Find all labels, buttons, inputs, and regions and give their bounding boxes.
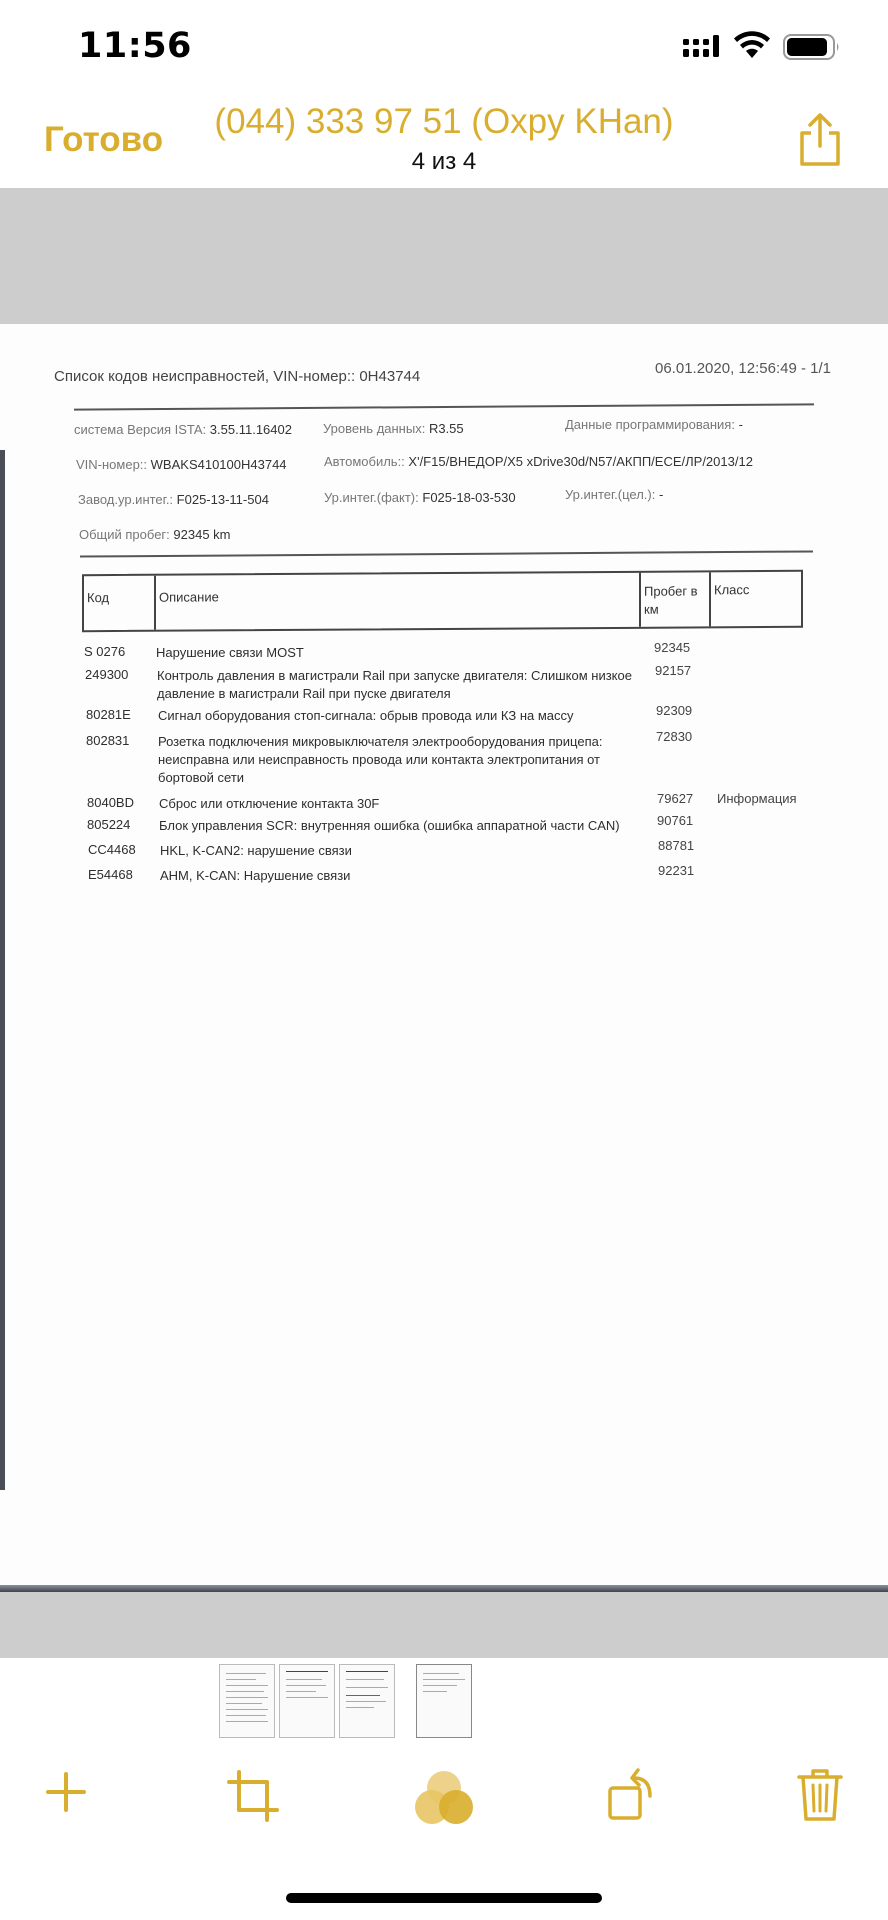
- fault-mileage: 79627: [657, 791, 694, 806]
- info-vin: [76, 457, 287, 472]
- info-mileage: [79, 527, 231, 542]
- fault-code: 8040BD: [87, 795, 134, 810]
- fault-class: Информация: [717, 791, 797, 806]
- fault-description: HKL, K-CAN2: нарушение связи: [160, 843, 352, 858]
- page-indicator: 4 из 4: [411, 148, 477, 175]
- share-icon[interactable]: [796, 112, 844, 168]
- table-header: [82, 570, 803, 632]
- info-programming: [565, 417, 743, 432]
- thumbnail-strip: [0, 1658, 888, 1748]
- info-label: Общий пробег:: [79, 527, 170, 542]
- done-button[interactable]: Готово: [44, 120, 164, 159]
- fault-code: S 0276: [84, 644, 126, 659]
- navigation-bar: [0, 90, 888, 189]
- info-actual: [324, 490, 516, 505]
- report-title: Список кодов неисправностей, VIN-номер:: 0H43744: [54, 368, 421, 385]
- info-value: -: [738, 417, 743, 432]
- fault-code: CC4468: [88, 842, 136, 857]
- info-data-level: [323, 421, 464, 436]
- fault-mileage: 92345: [654, 640, 691, 655]
- info-value: R3.55: [428, 421, 464, 436]
- info-label: Данные программирования:: [565, 417, 735, 432]
- page-thumbnail[interactable]: [339, 1664, 395, 1738]
- status-bar: [0, 0, 888, 90]
- info-value: -: [658, 487, 664, 502]
- home-indicator[interactable]: [286, 1893, 602, 1903]
- filter-icon[interactable]: [412, 1768, 476, 1828]
- fault-mileage: 92157: [655, 663, 692, 678]
- fault-code: 249300: [85, 667, 129, 682]
- fault-mileage: 88781: [658, 838, 695, 853]
- info-value: X'/F15/ВНЕДОР/X5 xDrive30d/N57/АКПП/ЕСЕ/ЛР/2013/12: [408, 454, 753, 469]
- info-value: 92345 km: [173, 527, 231, 542]
- fault-code: 802831: [86, 733, 130, 748]
- info-ista: [74, 422, 292, 437]
- page-thumbnail[interactable]: [279, 1664, 335, 1738]
- info-value: WBAKS410100H43744: [150, 457, 287, 472]
- status-time: 11:56: [78, 26, 192, 66]
- fault-description: Сброс или отключение контакта 30F: [159, 796, 380, 811]
- fault-mileage: 92309: [656, 703, 693, 718]
- info-factory: [78, 492, 269, 507]
- fault-code: E54468: [88, 867, 133, 882]
- bottom-toolbar: [0, 1748, 888, 1880]
- info-label: Уровень данных:: [323, 421, 426, 436]
- page-thumbnail-selected[interactable]: [416, 1664, 472, 1738]
- plus-icon[interactable]: [44, 1770, 88, 1814]
- wifi-icon: [734, 31, 770, 59]
- info-label: Завод.ур.интег.:: [78, 492, 174, 507]
- fault-description: Нарушение связи MOST: [156, 645, 304, 660]
- page-thumbnail[interactable]: [219, 1664, 275, 1738]
- divider: [74, 403, 814, 410]
- info-label: система Версия ISTA:: [74, 422, 207, 437]
- column-header-mileage: Пробег в км: [641, 572, 711, 626]
- info-label: Ур.интег.(цел.):: [565, 487, 656, 502]
- fault-description: Контроль давления в магистрали Rail при запуске двигателя: Слишком низкое давление в магистрали Rail при пуске двигателя: [157, 668, 632, 701]
- info-car: [324, 454, 753, 469]
- page-edge-bottom: [0, 1585, 888, 1592]
- info-label: Ур.интег.(факт):: [324, 490, 419, 505]
- fault-code: 80281E: [86, 707, 131, 722]
- column-header-code: Код: [84, 576, 156, 630]
- battery-icon: [783, 33, 841, 61]
- info-label: Автомобиль::: [324, 454, 405, 469]
- info-label: VIN-номер::: [76, 457, 148, 472]
- cellular-signal-icon: [683, 35, 723, 57]
- rotate-icon[interactable]: [606, 1766, 658, 1822]
- fault-mileage: 90761: [657, 813, 694, 828]
- info-value: 3.55.11.16402: [209, 422, 292, 437]
- trash-icon[interactable]: [797, 1768, 843, 1822]
- preview-background-bottom: [0, 1592, 888, 1658]
- document-content: [0, 324, 888, 1584]
- fault-description: Сигнал оборудования стоп-сигнала: обрыв провода или КЗ на массу: [158, 708, 574, 723]
- fault-description: Розетка подключения микровыключателя электрооборудования прицепа: неисправна или неисправность провода или контакта электропитания от бортовой сети: [158, 734, 603, 785]
- fault-mileage: 72830: [656, 729, 693, 744]
- report-datetime: 06.01.2020, 12:56:49 - 1/1: [655, 360, 831, 377]
- info-value: F025-13-11-504: [176, 492, 269, 507]
- column-header-description: Описание: [156, 573, 641, 630]
- column-header-class: Класс: [714, 582, 750, 598]
- info-target: [565, 487, 663, 502]
- fault-mileage: 92231: [658, 863, 695, 878]
- fault-description: Блок управления SCR: внутренняя ошибка (ошибка аппаратной части CAN): [159, 818, 620, 833]
- fault-description: AHM, K-CAN: Нарушение связи: [160, 868, 351, 883]
- divider: [80, 550, 813, 557]
- info-value: F025-18-03-530: [422, 490, 516, 505]
- preview-background-top: [0, 188, 888, 324]
- fault-code: 805224: [87, 817, 131, 832]
- crop-icon[interactable]: [227, 1770, 279, 1822]
- document-title: (044) 333 97 51 (Oxpy KHan): [214, 102, 674, 141]
